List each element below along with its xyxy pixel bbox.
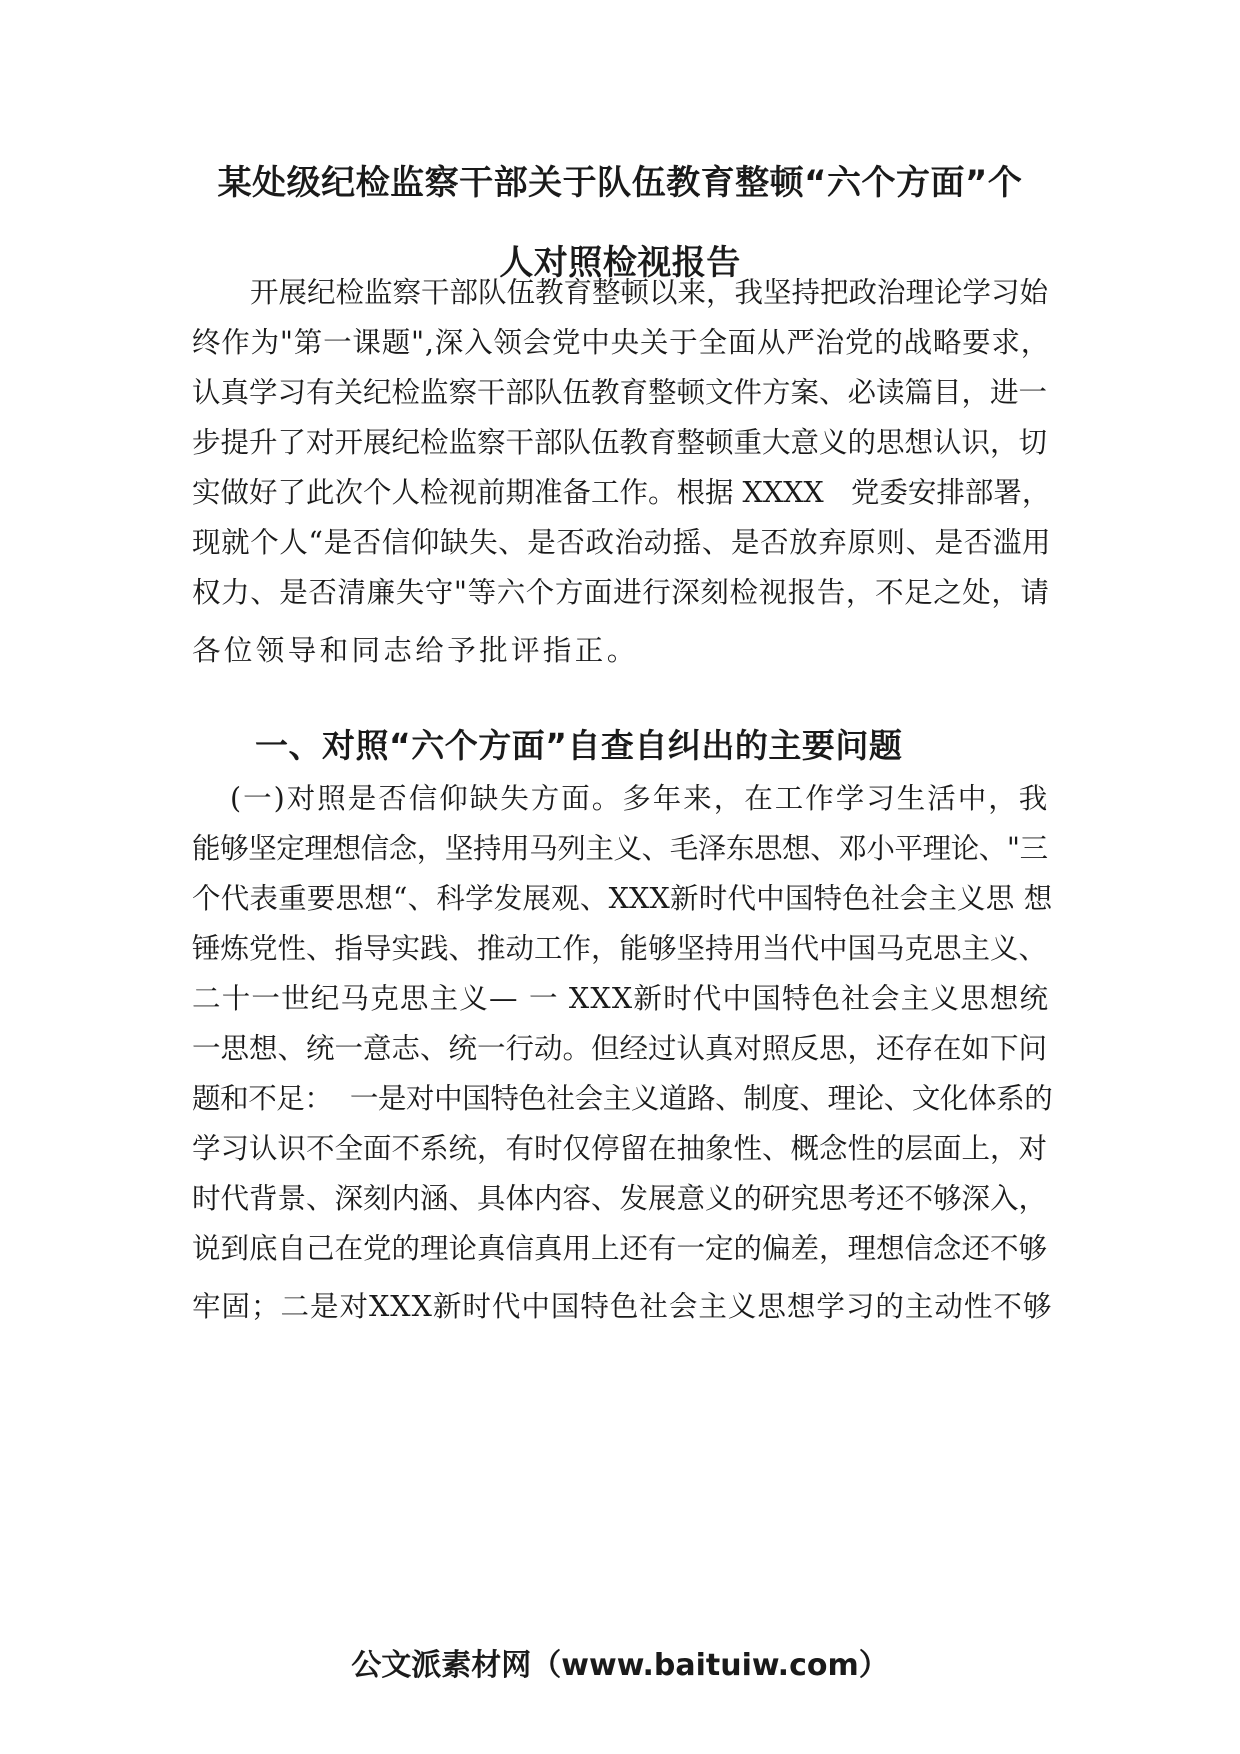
intro-line: 终作为"第一课题",深入领会党中央关于全面从严治党的战略要求， (192, 326, 1051, 359)
section-body-line: 一思想、统一意志、统一行动。但经过认真对照反思，还存在如下问 (192, 1032, 1048, 1065)
intro-line: 开展纪检监察干部队伍教育整顿以来，我坚持把政治理论学习始 (250, 276, 1049, 309)
document-title-line-2: 人对照检视报告 (499, 243, 741, 283)
section-body-line: 能够坚定理想信念，坚持用马列主义、毛泽东思想、邓小平理论、"三 (192, 832, 1048, 865)
section-body-line: 二十一世纪马克思主义— 一 XXX新时代中国特色社会主义思想统 (192, 982, 1050, 1015)
section-body-line: 时代背景、深刻内涵、具体内容、发展意义的研究思考还不够深入， (192, 1182, 1048, 1215)
intro-line: 实做好了此次个人检视前期准备工作。根据 XXXX 党委安排部署， (192, 476, 1051, 509)
section-body-line: 锤炼党性、指导实践、推动工作，能够坚持用当代中国马克思主义、 (192, 932, 1048, 965)
section-body-line: 牢固；二是对XXX新时代中国特色社会主义思想学习的主动性不够 (192, 1290, 1053, 1323)
section-body-line: 说到底自己在党的理论真信真用上还有一定的偏差，理想信念还不够 (192, 1232, 1048, 1265)
section-body-line: 题和不足： 一是对中国特色社会主义道路、制度、理论、文化体系的 (192, 1082, 1053, 1115)
intro-line: 认真学习有关纪检监察干部队伍教育整顿文件方案、必读篇目，进一 (192, 376, 1048, 409)
section-body-line: 个代表重要思想“、科学发展观、XXX新时代中国特色社会主义思 想 (192, 882, 1053, 915)
section-heading: 一、对照“六个方面”自查自纠出的主要问题 (255, 726, 903, 765)
intro-line: 权力、是否清廉失守"等六个方面进行深刻检视报告，不足之处，请 (192, 576, 1050, 609)
intro-line: 各位领导和同志给予批评指正。 (192, 634, 639, 667)
document-title-line-1: 某处级纪检监察干部关于队伍教育整顿“六个方面”个 (217, 163, 1023, 203)
intro-line: 现就个人“是否信仰缺失、是否政治动摇、是否放弃原则、是否滥用 (192, 526, 1052, 559)
section-body-line: 学习认识不全面不系统，有时仅停留在抽象性、概念性的层面上，对 (192, 1132, 1048, 1165)
intro-line: 步提升了对开展纪检监察干部队伍教育整顿重大意义的思想认识，切 (192, 426, 1048, 459)
footer-watermark: 公文派素材网（www.baituiw.com） (351, 1648, 889, 1683)
section-body-line: (一)对照是否信仰缺失方面。多年来，在工作学习生活中，我 (230, 782, 1050, 815)
